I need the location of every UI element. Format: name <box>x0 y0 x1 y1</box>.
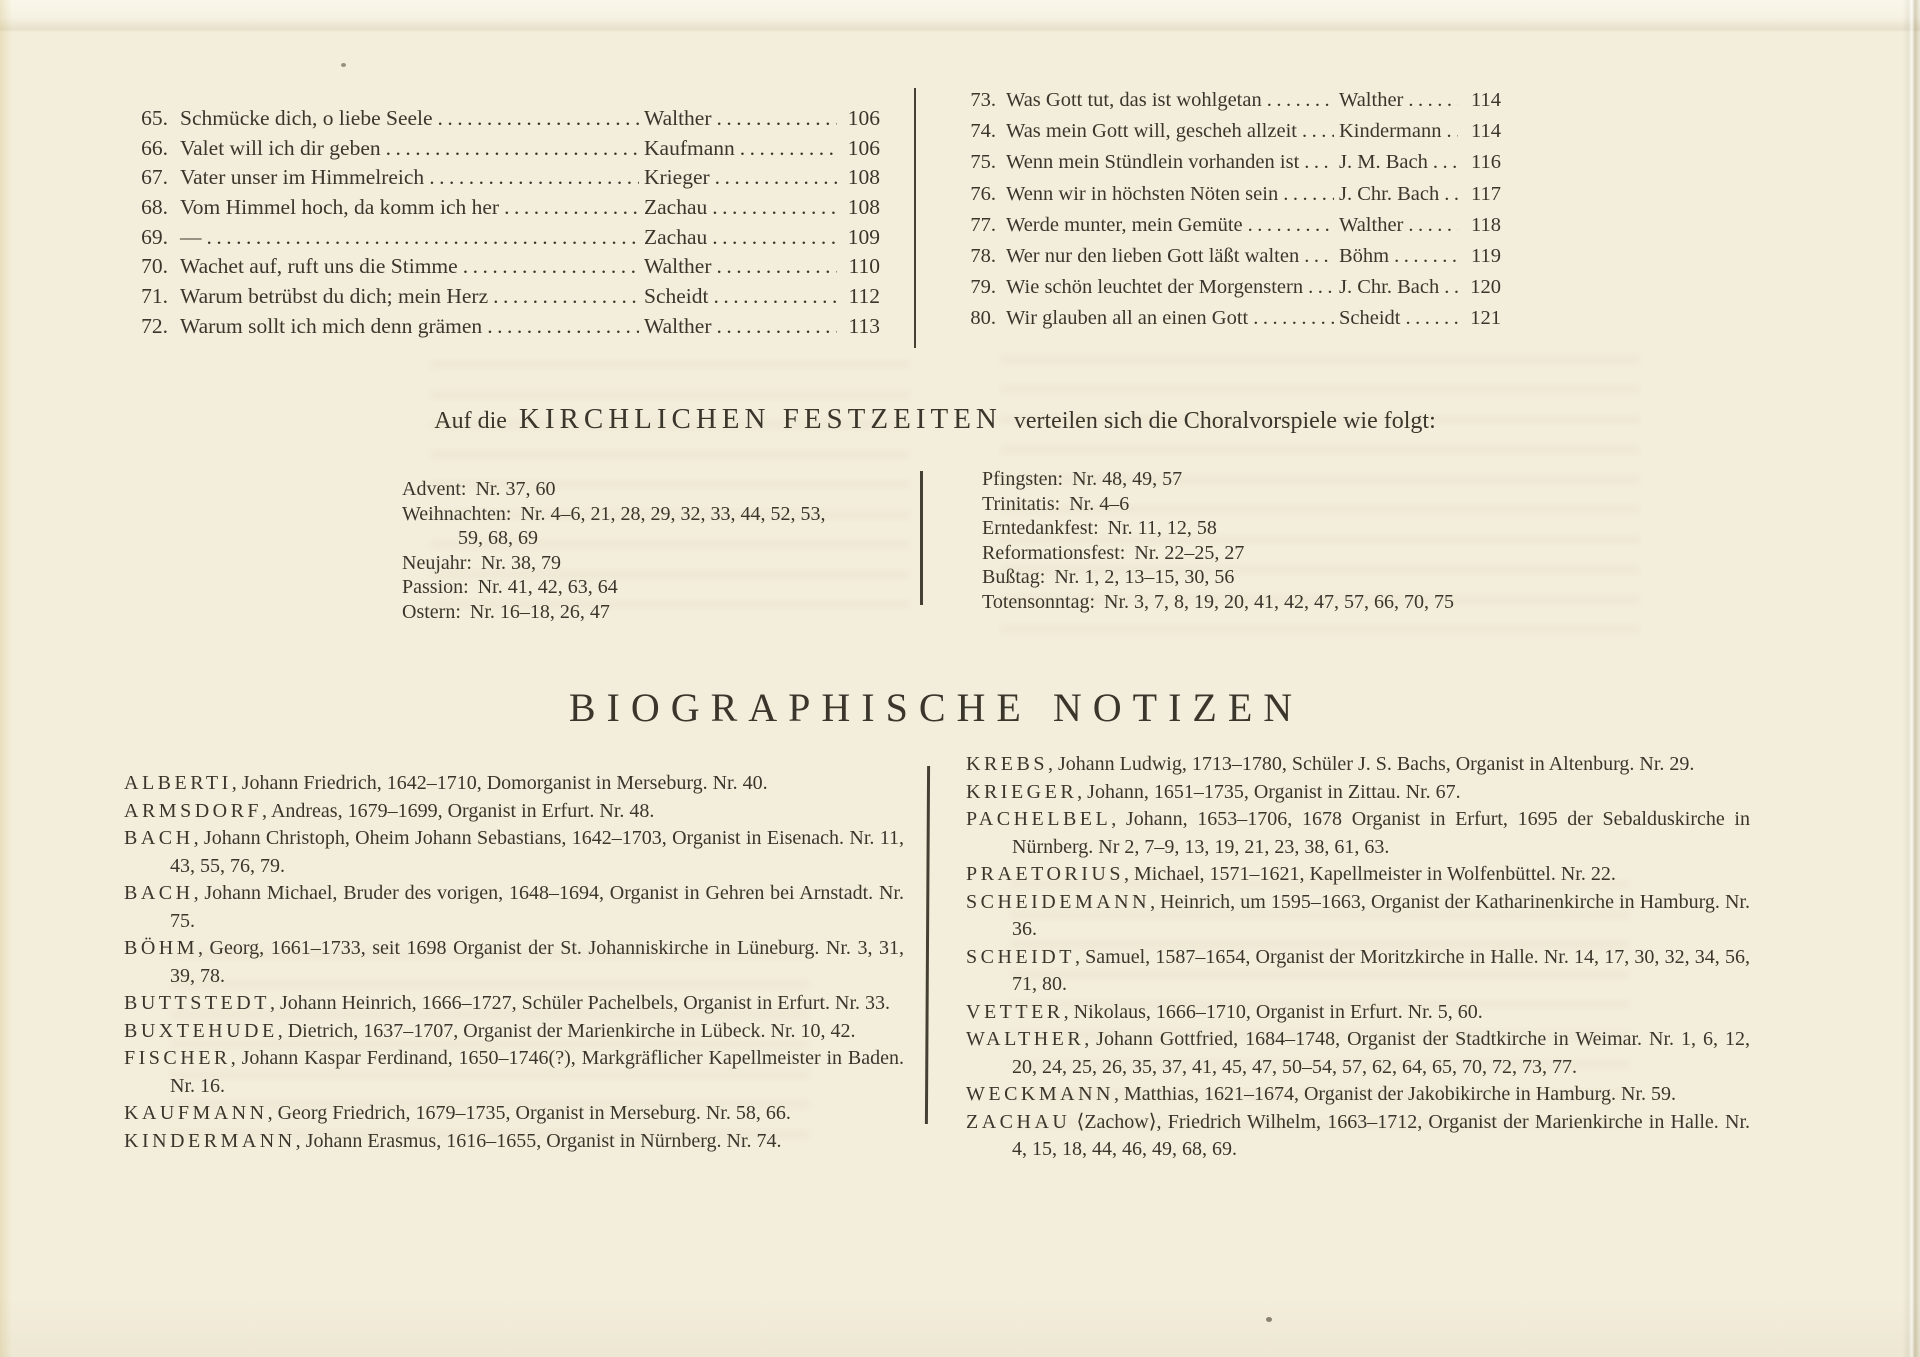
festival-label: Erntedankfest: <box>982 517 1099 540</box>
bio-entry <box>124 1100 904 1128</box>
index-row <box>956 151 1501 182</box>
bio-composer-name: BACH <box>124 827 194 849</box>
dot-leader <box>1433 151 1458 174</box>
index-entry-number: 69. <box>141 224 168 249</box>
bio-composer-name: SCHEIDT <box>966 945 1075 968</box>
index-entry-number: 72. <box>141 313 168 338</box>
dot-leader <box>1408 89 1458 112</box>
dot-leader <box>504 195 639 220</box>
index-entry-composer-cell <box>1339 120 1501 143</box>
index-entry-title: Schmücke dich, o liebe Seele <box>180 106 433 130</box>
festival-row <box>402 502 942 551</box>
composer-name: Krieger <box>644 165 710 190</box>
festival-label: Bußtag: <box>982 566 1046 589</box>
index-entry-composer-cell <box>644 106 880 131</box>
bio-entry <box>124 770 904 798</box>
bio-composer-name: ZACHAU <box>966 1110 1071 1133</box>
composer-name: Zachau <box>644 224 708 249</box>
dot-leader <box>714 284 838 309</box>
composer-name: J. Chr. Bach <box>1339 276 1440 299</box>
page-number: 120 <box>1470 276 1501 299</box>
bio-composer-name: BACH <box>124 882 194 904</box>
index-row <box>122 314 880 344</box>
column-divider-line <box>925 766 930 1124</box>
index-entry-composer-cell <box>644 136 880 161</box>
dot-leader <box>1408 214 1458 237</box>
dot-leader <box>717 314 837 339</box>
dot-leader <box>493 284 639 309</box>
festival-row <box>402 575 942 600</box>
festival-row <box>982 541 1602 566</box>
bio-entry <box>966 889 1750 944</box>
dot-leader <box>1308 276 1334 299</box>
index-entry-composer-cell <box>644 165 880 190</box>
festival-numbers-wrap: 59, 68, 69 <box>458 527 538 550</box>
index-entry-composer-cell <box>644 225 880 250</box>
column-divider-line <box>914 88 916 348</box>
index-entry-title: Vater unser im Himmelreich <box>180 165 425 190</box>
bio-composer-name: PACHELBEL <box>966 808 1112 830</box>
index-entry-number: 66. <box>141 135 168 160</box>
index-row <box>122 225 880 255</box>
festival-row <box>402 551 942 576</box>
index-entry-title: Wachet auf, ruft uns die Stimme <box>180 254 458 279</box>
bio-entry-text: , Michael, 1571–1621, Kapellmeister in Wolfenbüttel. Nr. 22. <box>1124 863 1616 885</box>
festival-heading-pre: Auf die <box>434 408 507 434</box>
index-entry-number: 76. <box>970 182 996 205</box>
index-row <box>956 245 1501 276</box>
index-row <box>122 106 880 136</box>
page-number: 119 <box>1471 244 1501 267</box>
index-entry-title: — <box>180 224 202 249</box>
bio-entry <box>966 806 1750 861</box>
festival-list-left <box>402 477 942 625</box>
dot-leader <box>740 136 837 161</box>
dot-leader <box>712 195 837 220</box>
page-number: 108 <box>847 165 880 190</box>
festival-row <box>982 492 1602 517</box>
bio-composer-name: ARMSDORF <box>124 799 263 822</box>
bio-composer-name: WECKMANN <box>966 1083 1114 1105</box>
composer-name: Kaufmann <box>644 135 735 160</box>
bio-entry <box>124 935 904 990</box>
bio-entry-text: , Heinrich, um 1595–1663, Organist der Katharinenkirche in Hamburg. Nr. 36. <box>1012 890 1750 940</box>
bio-composer-name: VETTER <box>966 1000 1064 1023</box>
index-entry-composer-cell <box>1339 214 1501 237</box>
bio-entry <box>124 880 904 935</box>
bio-composer-name: BUTTSTEDT <box>124 992 270 1014</box>
dot-leader <box>1304 245 1334 268</box>
index-entry-title: Werde munter, mein Gemüte <box>1006 213 1243 236</box>
page-number: 114 <box>1471 89 1501 111</box>
festival-label: Neujahr: <box>402 551 472 574</box>
bio-composer-name: BUXTEHUDE <box>124 1019 278 1042</box>
ink-speck <box>1266 1317 1272 1322</box>
index-entry-composer-cell <box>644 314 880 339</box>
index-entry-title: Warum sollt ich mich denn grämen <box>180 313 483 338</box>
festival-heading-post: verteilen sich die Choralvorspiele wie folgt: <box>1013 408 1436 434</box>
festival-heading-caps: KIRCHLICHEN FESTZEITEN <box>518 403 1002 435</box>
festival-numbers: Nr. 3, 7, 8, 19, 20, 41, 42, 47, 57, 66, 70, 75 <box>1104 590 1455 613</box>
bio-entry <box>966 1081 1750 1109</box>
festival-numbers: Nr. 41, 42, 63, 64 <box>477 576 618 599</box>
index-row <box>122 136 880 166</box>
page-number: 106 <box>847 135 880 160</box>
index-entry-title: Wer nur den lieben Gott läßt walten <box>1006 244 1300 267</box>
bio-entry-text: , Johann Heinrich, 1666–1727, Schüler Pachelbels, Organist in Erfurt. Nr. 33. <box>269 992 891 1014</box>
page-number: 116 <box>1471 151 1501 174</box>
index-entry-title: Warum betrübst du dich; mein Herz <box>180 284 489 309</box>
composer-name: Böhm <box>1339 244 1390 267</box>
index-entry-number: 71. <box>141 284 168 309</box>
composer-name: J. M. Bach <box>1339 151 1428 174</box>
index-entry-title: Wenn mein Stündlein vorhanden ist <box>1006 151 1300 174</box>
composer-name: Zachau <box>644 195 708 220</box>
index-row <box>956 276 1501 307</box>
festival-numbers: Nr. 37, 60 <box>475 478 556 500</box>
festival-list-right <box>982 467 1602 615</box>
dot-leader <box>1253 307 1334 330</box>
bio-entry-text: , Johann, 1653–1706, 1678 Organist in Erfurt, 1695 der Sebalduskirche in Nürnberg. Nr 2, 7–9, 13, 19, 21, 23, 38, 61, 63. <box>1012 808 1750 858</box>
index-entry-composer-cell <box>1339 183 1501 206</box>
bio-entry <box>124 825 904 880</box>
bio-entry <box>124 1045 904 1100</box>
dot-leader <box>463 254 639 279</box>
page-top-edge-shadow <box>0 0 1920 32</box>
bio-composer-name: BÖHM <box>124 937 199 959</box>
bio-entry-text: , Dietrich, 1637–1707, Organist der Marienkirche in Lübeck. Nr. 10, 42. <box>277 1019 856 1042</box>
bio-entry-text: , Johann Ludwig, 1713–1780, Schüler J. S. Bachs, Organist in Altenburg. Nr. 29. <box>1047 753 1695 775</box>
composer-name: Walther <box>644 254 712 279</box>
page-bottom-tone <box>0 1297 1920 1357</box>
festival-numbers: Nr. 4–6, 21, 28, 29, 32, 33, 44, 52, 53, <box>520 502 826 525</box>
festival-numbers: Nr. 48, 49, 57 <box>1072 468 1183 490</box>
festival-label: Trinitatis: <box>982 492 1061 515</box>
page-number: 106 <box>847 106 880 130</box>
festival-label: Passion: <box>402 576 469 599</box>
composer-name: Walther <box>1339 213 1404 236</box>
index-entry-title: Was mein Gott will, gescheh allzeit <box>1006 120 1297 143</box>
festival-numbers: Nr. 22–25, 27 <box>1134 541 1245 564</box>
composer-name: Scheidt <box>644 284 709 309</box>
bio-entry <box>966 861 1750 889</box>
index-row <box>122 195 880 225</box>
column-divider-line <box>920 471 923 605</box>
festival-label: Reformationsfest: <box>982 541 1126 564</box>
index-entry-number: 77. <box>970 213 996 236</box>
index-row <box>122 254 880 284</box>
bio-entry <box>124 798 904 826</box>
page-number: 113 <box>848 313 880 338</box>
festival-numbers: Nr. 11, 12, 58 <box>1107 517 1217 540</box>
dot-leader <box>207 225 640 250</box>
index-row <box>122 165 880 195</box>
composer-name: Kindermann <box>1339 120 1442 143</box>
bio-entry-text: , Matthias, 1621–1674, Organist der Jakobikirche in Hamburg. Nr. 59. <box>1114 1083 1676 1105</box>
bio-entry <box>124 1128 904 1156</box>
composer-name: Walther <box>644 106 712 130</box>
festival-label: Advent: <box>402 478 467 500</box>
index-entry-title: Vom Himmel hoch, da komm ich her <box>180 195 500 220</box>
bio-entry <box>966 1109 1750 1164</box>
festival-row <box>982 516 1602 541</box>
index-entry-composer-cell <box>1339 245 1501 268</box>
index-entry-number: 80. <box>970 307 996 330</box>
index-row <box>956 307 1501 338</box>
index-entry-number: 65. <box>141 106 168 130</box>
bio-column-right <box>966 751 1750 1164</box>
index-entry-title: Wie schön leuchtet der Morgenstern <box>1006 276 1304 299</box>
index-row <box>122 284 880 314</box>
page-number: 108 <box>847 195 880 220</box>
page-number: 117 <box>1471 182 1501 205</box>
bio-composer-name: SCHEIDEMANN <box>966 890 1151 913</box>
index-entry-number: 68. <box>141 195 168 220</box>
index-entry-composer-cell <box>1339 276 1501 299</box>
dot-leader <box>1248 214 1334 237</box>
page-number: 112 <box>848 284 880 309</box>
index-entry-number: 74. <box>970 120 996 143</box>
festival-numbers: Nr. 16–18, 26, 47 <box>469 600 610 623</box>
page-number: 110 <box>848 254 880 279</box>
festival-row <box>982 467 1602 492</box>
page-number: 114 <box>1471 120 1501 143</box>
index-entry-number: 67. <box>141 165 168 190</box>
index-column-right <box>956 89 1501 339</box>
dot-leader <box>1444 183 1458 206</box>
index-entry-number: 78. <box>970 244 996 267</box>
dot-leader <box>1394 245 1458 268</box>
bio-column-left <box>124 770 904 1155</box>
bio-composer-name: KINDERMANN <box>124 1129 296 1152</box>
festival-label: Weihnachten: <box>402 502 512 525</box>
index-row <box>956 183 1501 214</box>
dot-leader <box>1444 276 1458 299</box>
dot-leader <box>1446 120 1458 143</box>
bio-entry-text: , Andreas, 1679–1699, Organist in Erfurt. Nr. 48. <box>262 799 655 822</box>
bio-entry-text: , Johann Friedrich, 1642–1710, Domorganist in Merseburg. Nr. 40. <box>231 772 768 794</box>
dot-leader <box>438 106 639 131</box>
bio-composer-name: KRIEGER <box>966 780 1078 803</box>
bio-entry-text: , Johann Michael, Bruder des vorigen, 1648–1694, Organist in Gehren bei Arnstadt. Nr. 75. <box>170 882 904 932</box>
dot-leader <box>717 254 837 279</box>
bio-entry <box>966 779 1750 807</box>
dot-leader <box>487 314 639 339</box>
page-number: 121 <box>1470 307 1501 330</box>
bio-entry-text: , Samuel, 1587–1654, Organist der Moritzkirche in Halle. Nr. 14, 17, 30, 32, 34, 56, 71, 80. <box>1012 945 1750 995</box>
page-number: 118 <box>1471 213 1501 236</box>
dot-leader <box>429 165 639 190</box>
index-entry-composer-cell <box>644 195 880 220</box>
index-entry-composer-cell <box>644 254 880 279</box>
bio-composer-name: ALBERTI <box>124 772 232 794</box>
bio-entry-text: , Georg Friedrich, 1679–1735, Organist in Merseburg. Nr. 58, 66. <box>267 1102 791 1124</box>
festival-section-heading <box>0 403 1870 436</box>
index-entry-number: 73. <box>970 89 996 111</box>
index-entry-composer-cell <box>1339 151 1501 174</box>
dot-leader <box>715 165 837 190</box>
dot-leader <box>1267 89 1334 112</box>
festival-row <box>402 477 942 502</box>
index-entry-composer-cell <box>1339 89 1501 112</box>
festival-label: Ostern: <box>402 600 461 623</box>
composer-name: Walther <box>644 313 712 338</box>
bio-entry <box>966 999 1750 1027</box>
dot-leader <box>1304 151 1334 174</box>
festival-row <box>982 565 1602 590</box>
festival-label: Totensonntag: <box>982 590 1096 613</box>
bio-entry-text: , Johann Kaspar Ferdinand, 1650–1746(?), Markgräflicher Kapellmeister in Baden. Nr. 16. <box>170 1047 904 1097</box>
index-entry-number: 70. <box>141 254 168 279</box>
bio-composer-name: PRAETORIUS <box>966 863 1124 885</box>
composer-name: Scheidt <box>1339 307 1401 330</box>
bio-entry-text: , Johann Erasmus, 1616–1655, Organist in Nürnberg. Nr. 74. <box>295 1129 782 1152</box>
festival-numbers: Nr. 1, 2, 13–15, 30, 56 <box>1054 566 1235 589</box>
composer-name: Walther <box>1339 89 1404 111</box>
bio-entry-text: , Johann, 1651–1735, Organist in Zittau. Nr. 67. <box>1077 780 1461 803</box>
bio-entry-text: ⟨Zachow⟩, Friedrich Wilhelm, 1663–1712, Organist der Marienkirche in Halle. Nr. 4, 15, 18, 44, 46, 49, 68, 69. <box>1012 1110 1750 1160</box>
composer-name: J. Chr. Bach <box>1339 182 1440 205</box>
festival-label: Pfingsten: <box>982 468 1064 490</box>
festival-row <box>402 600 942 625</box>
index-column-left <box>122 106 880 344</box>
bio-composer-name: FISCHER <box>124 1047 231 1069</box>
dot-leader <box>717 106 837 131</box>
index-entry-number: 79. <box>970 276 996 299</box>
index-entry-number: 75. <box>970 151 996 174</box>
page-left-edge-shadow <box>0 0 12 1357</box>
index-entry-title: Wenn wir in höchsten Nöten sein <box>1006 182 1279 205</box>
festival-numbers: Nr. 38, 79 <box>480 551 561 574</box>
bio-entry-text: , Georg, 1661–1733, seit 1698 Organist der St. Johanniskirche in Lüneburg. Nr. 3, 31, 39, 78. <box>170 937 904 987</box>
index-entry-title: Was Gott tut, das ist wohlgetan <box>1006 89 1262 111</box>
dot-leader <box>386 136 639 161</box>
bio-composer-name: WALTHER <box>966 1028 1085 1050</box>
bio-section-heading: BIOGRAPHISCHE NOTIZEN <box>568 685 1304 730</box>
dot-leader <box>712 225 837 250</box>
bio-composer-name: KREBS <box>966 753 1048 775</box>
bio-entry <box>966 944 1750 999</box>
index-entry-composer-cell <box>1339 307 1501 330</box>
page-number: 109 <box>847 224 880 249</box>
index-row <box>956 120 1501 151</box>
dot-leader <box>1406 307 1459 330</box>
bio-composer-name: KAUFMANN <box>124 1102 268 1124</box>
bio-entry-text: , Johann Christoph, Oheim Johann Sebastians, 1642–1703, Organist in Eisenach. Nr. 11, 43, 55, 76, 79. <box>170 827 904 877</box>
index-entry-composer-cell <box>644 284 880 309</box>
ink-speck <box>341 63 346 67</box>
bio-entry-text: , Nikolaus, 1666–1710, Organist in Erfurt. Nr. 5, 60. <box>1063 1000 1483 1023</box>
bio-entry-text: , Johann Gottfried, 1684–1748, Organist der Stadtkirche in Weimar. Nr. 1, 6, 12, 20, 24, 25, 26, 35, 37, 41, 45, 47, 50–54, 57, 62, 64, 65, 70, 72, 73, 77. <box>1012 1028 1750 1078</box>
index-row <box>956 214 1501 245</box>
page-right-edge-shadow <box>1902 0 1920 1357</box>
index-entry-title: Valet will ich dir geben <box>180 135 381 160</box>
bio-entry <box>966 1026 1750 1081</box>
index-entry-title: Wir glauben all an einen Gott <box>1006 307 1249 330</box>
dot-leader <box>1283 183 1334 206</box>
bio-entry <box>124 990 904 1018</box>
bio-entry <box>124 1018 904 1046</box>
festival-row <box>982 590 1602 615</box>
index-row <box>956 89 1501 120</box>
festival-numbers: Nr. 4–6 <box>1069 492 1130 515</box>
dot-leader <box>1302 120 1334 143</box>
bio-entry <box>966 751 1750 779</box>
